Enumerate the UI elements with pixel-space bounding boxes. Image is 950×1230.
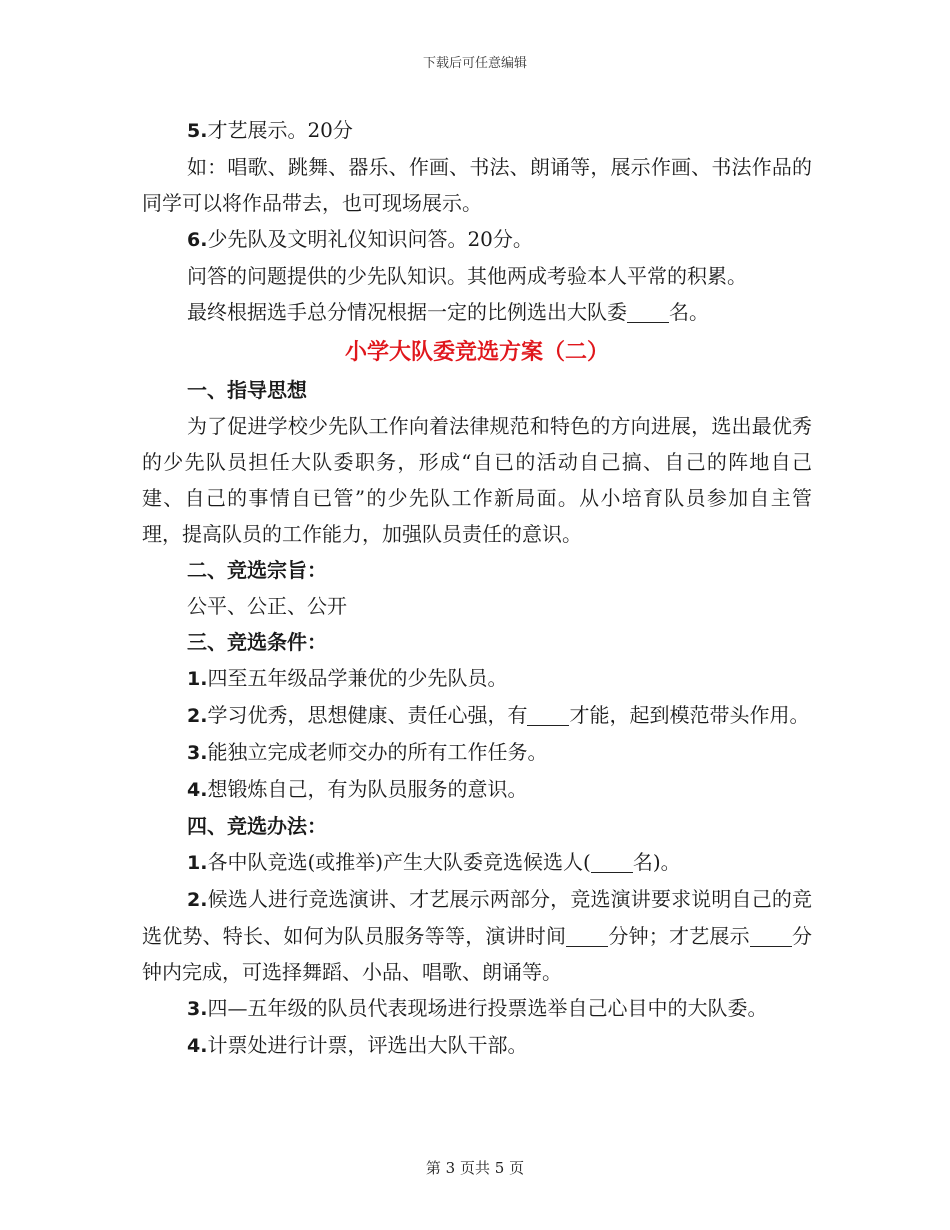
item-6-number: 6. [187,229,208,251]
item-6-description: 问答的问题提供的少先队知识。其他两成考验本人平常的积累。 [187,264,747,288]
condition-4 [142,771,812,808]
page-header: 下载后可任意编辑 [422,56,527,71]
method-1 [142,844,812,881]
document-title: 小学大队委竞选方案（二） [344,339,609,365]
method-2-text-c: 分钟内完成，可选择舞蹈、小品、唱歌、朗诵等。 [142,924,813,984]
blank-field [566,924,608,947]
blank-field [627,300,669,323]
method-3 [142,990,812,1027]
final-selection-text-a: 最终根据选手总分情况根据一定的比例选出大队委 [187,300,627,324]
condition-3 [142,734,812,771]
final-selection [142,294,812,330]
page-footer: 第 3 页共 5 页 [425,1159,525,1177]
blank-field [591,850,633,873]
section-2-heading: 二、竞选宗旨： [187,558,327,582]
condition-2-text-a: 学习优秀，思想健康、责任心强，有 [207,703,528,727]
method-2 [142,881,812,990]
section-3-heading: 三、竞选条件： [187,630,327,654]
condition-4-number: 4. [187,779,208,801]
section-4-heading: 四、竞选办法： [187,814,327,838]
method-1-text-a: 各中队竞选(或推举)产生大队委竞选候选人( [207,850,591,874]
method-2-number: 2. [187,889,208,911]
item-6 [142,221,812,258]
method-3-text: 四—五年级的队员代表现场进行投票选举自己心目中的大队委。 [207,996,768,1020]
method-4 [142,1027,812,1064]
method-1-number: 1. [187,852,208,874]
blank-field [750,924,792,947]
condition-1 [142,660,812,697]
condition-1-number: 1. [187,668,208,690]
condition-4-text: 想锻炼自己，有为队员服务的意识。 [207,777,528,801]
section-2-body: 公平、公正、公开 [187,594,347,618]
condition-3-number: 3. [187,742,208,764]
condition-2-text-b: 才能，起到模范带头作用。 [569,703,810,727]
final-selection-text-b: 名。 [669,300,709,324]
condition-2 [142,697,812,734]
section-1-heading: 一、指导思想 [187,378,307,402]
method-2-text-a: 候选人进行竞选演讲、才艺展示两部分，竞选演讲要求说明自己的竞选优势、特长、如何为队员服务等等，演讲时间 [142,887,812,948]
item-5-description: 如：唱歌、跳舞、器乐、作画、书法、朗诵等，展示作画、书法作品的同学可以将作品带去，也可现场展示。 [142,155,812,215]
method-4-text: 计票处进行计票，评选出大队干部。 [207,1033,528,1057]
section-1-body: 为了促进学校少先队工作向着法律规范和特色的方向进展，选出最优秀的少先队员担任大队委职务，形成“自已的活动自己搞、自己的阵地自己建、自己的事情自已管”的少先队工作新局面。从小培育队员参加自主管理，提高队员的工作能力，加强队员责任的意识。 [142,414,812,546]
document-body [142,112,812,1064]
method-1-text-b: 名)。 [632,850,681,874]
condition-3-text: 能独立完成老师交办的所有工作任务。 [207,740,548,764]
blank-field [527,703,569,726]
item-6-text: 少先队及文明礼仪知识问答。20分。 [207,227,533,251]
condition-2-number: 2. [187,705,208,727]
method-4-number: 4. [187,1035,208,1057]
item-5-number: 5. [187,120,208,142]
method-2-text-b: 分钟；才艺展示 [608,924,750,948]
condition-1-text: 四至五年级品学兼优的少先队员。 [207,666,508,690]
item-5-text: 才艺展示。20分 [207,118,353,142]
item-5 [142,112,812,149]
method-3-number: 3. [187,998,208,1020]
